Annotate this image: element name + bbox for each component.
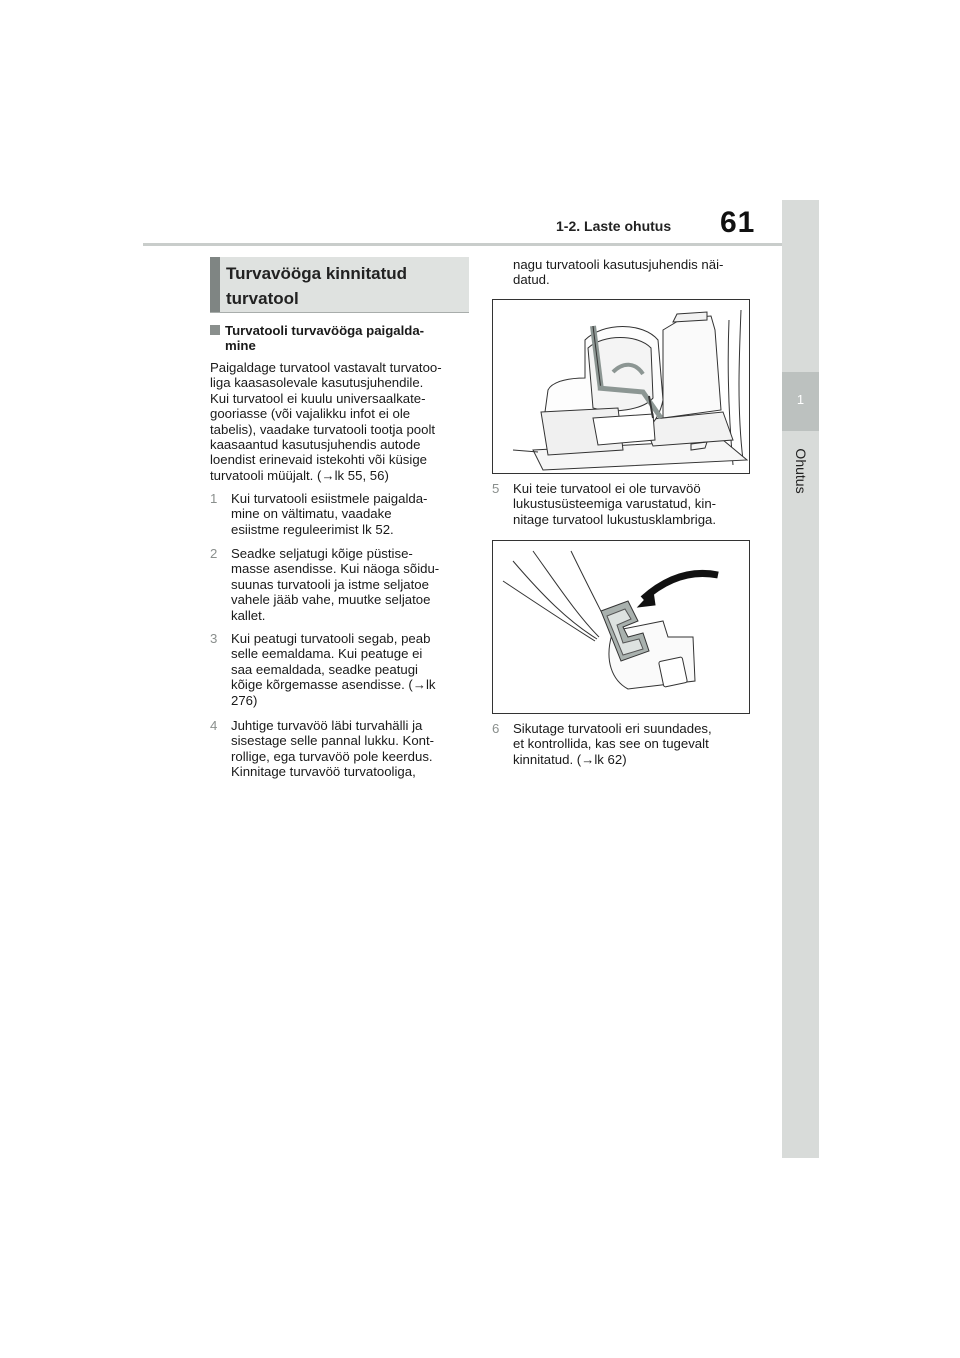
text-line: kinnitatud. (→lk 62)	[513, 751, 627, 767]
text-line: turvatooli müüjalt. (→lk 55, 56)	[210, 467, 389, 483]
text-line: gooriasse (või vajalikku infot ei ole	[210, 406, 411, 422]
step-4-continued	[513, 257, 763, 288]
subheading-line: Turvatooli turvavööga paigalda-	[225, 323, 425, 338]
text-line: mine on vältimatu, vaadake	[231, 506, 392, 522]
page-number: 61	[720, 206, 756, 239]
text-line: rollige, ega turvavöö pole keerdus.	[231, 748, 433, 764]
text-line: vahele jääb vahe, muutke seljatoe	[231, 592, 431, 608]
chapter-label-wrap	[782, 436, 819, 506]
text-line: Sikutage turvatooli eri suundades,	[513, 721, 712, 736]
text-line: loendist erinevaid istekohti või küsige	[210, 452, 427, 468]
text-line: masse asendisse. Kui näoga sõidu-	[231, 561, 440, 577]
section-title: 1-2. Laste ohutus	[556, 218, 672, 234]
text-line: Kinnitage turvavöö turvatooliga,	[231, 764, 416, 780]
step-number: 1	[210, 491, 218, 506]
chapter-number: 1	[796, 392, 805, 407]
section-heading-line: Turvavööga kinnitatud	[226, 264, 408, 283]
text-line: datud.	[513, 272, 550, 288]
locking-clip-drawing	[493, 541, 749, 713]
section-heading-line: turvatool	[226, 289, 299, 308]
text-line: tabelis), vaadake turvatooli tootja poolt	[210, 421, 436, 437]
step-number: 5	[492, 481, 500, 496]
text-line: kõige kõrgemasse asendisse. (→lk	[231, 677, 436, 693]
heading-underline	[210, 312, 469, 313]
step-number: 6	[492, 721, 500, 736]
text-line: suunas turvatooli ja istme seljatoe	[231, 576, 429, 592]
child-seat-illustration	[492, 299, 750, 474]
text-line: esiistme reguleerimist lk 52.	[231, 521, 394, 537]
step-item	[210, 718, 472, 780]
intro-paragraph	[210, 360, 472, 483]
step-number: 2	[210, 546, 218, 561]
text-line: 276)	[231, 692, 258, 708]
text-line: nitage turvatool lukustusklambriga.	[513, 511, 717, 527]
subheading	[210, 323, 472, 354]
step-item	[210, 546, 472, 623]
text-line: nagu turvatooli kasutusjuhendis näi-	[513, 257, 724, 272]
text-line: kallet.	[231, 607, 266, 623]
subheading-line: mine	[225, 338, 256, 354]
text-line: Kui turvatooli esiistmele paigalda-	[231, 491, 428, 506]
text-line: sisestage selle pannal lukku. Kont-	[231, 733, 435, 749]
text-line: Paigaldage turvatool vastavalt turvatoo-	[210, 360, 442, 375]
text-line: liga kaasasolevale kasutusjuhendile.	[210, 375, 424, 391]
step-item	[492, 721, 760, 767]
header-divider	[143, 243, 784, 246]
step-item	[492, 481, 760, 527]
text-line: Kui turvatool ei kuulu universaalkate-	[210, 390, 426, 406]
locking-clip-illustration	[492, 540, 750, 714]
text-line: lukustusüsteemiga varustatud, kin-	[513, 496, 717, 512]
step-item	[210, 491, 472, 537]
text-line: Kui peatugi turvatooli segab, peab	[231, 631, 431, 646]
step-item	[210, 631, 472, 708]
text-line: selle eemaldama. Kui peatuge ei	[231, 646, 423, 662]
text-line: Juhtige turvavöö läbi turvahälli ja	[231, 718, 423, 733]
step-number: 4	[210, 718, 218, 733]
chapter-label: Ohutus	[792, 448, 809, 494]
section-heading	[226, 261, 466, 311]
child-seat-drawing	[493, 300, 749, 473]
text-line: Seadke seljatugi kõige püstise-	[231, 546, 413, 561]
text-line: kaasaantud kasutusjuhendis autode	[210, 437, 421, 453]
text-line: saa eemaldada, seadke peatugi	[231, 661, 418, 677]
step-number: 3	[210, 631, 218, 646]
square-bullet-icon	[210, 325, 220, 335]
side-tab	[782, 200, 819, 1158]
heading-accent-bar	[210, 257, 220, 313]
text-line: Kui teie turvatool ei ole turvavöö	[513, 481, 701, 496]
text-line: et kontrollida, kas see on tugevalt	[513, 736, 709, 752]
